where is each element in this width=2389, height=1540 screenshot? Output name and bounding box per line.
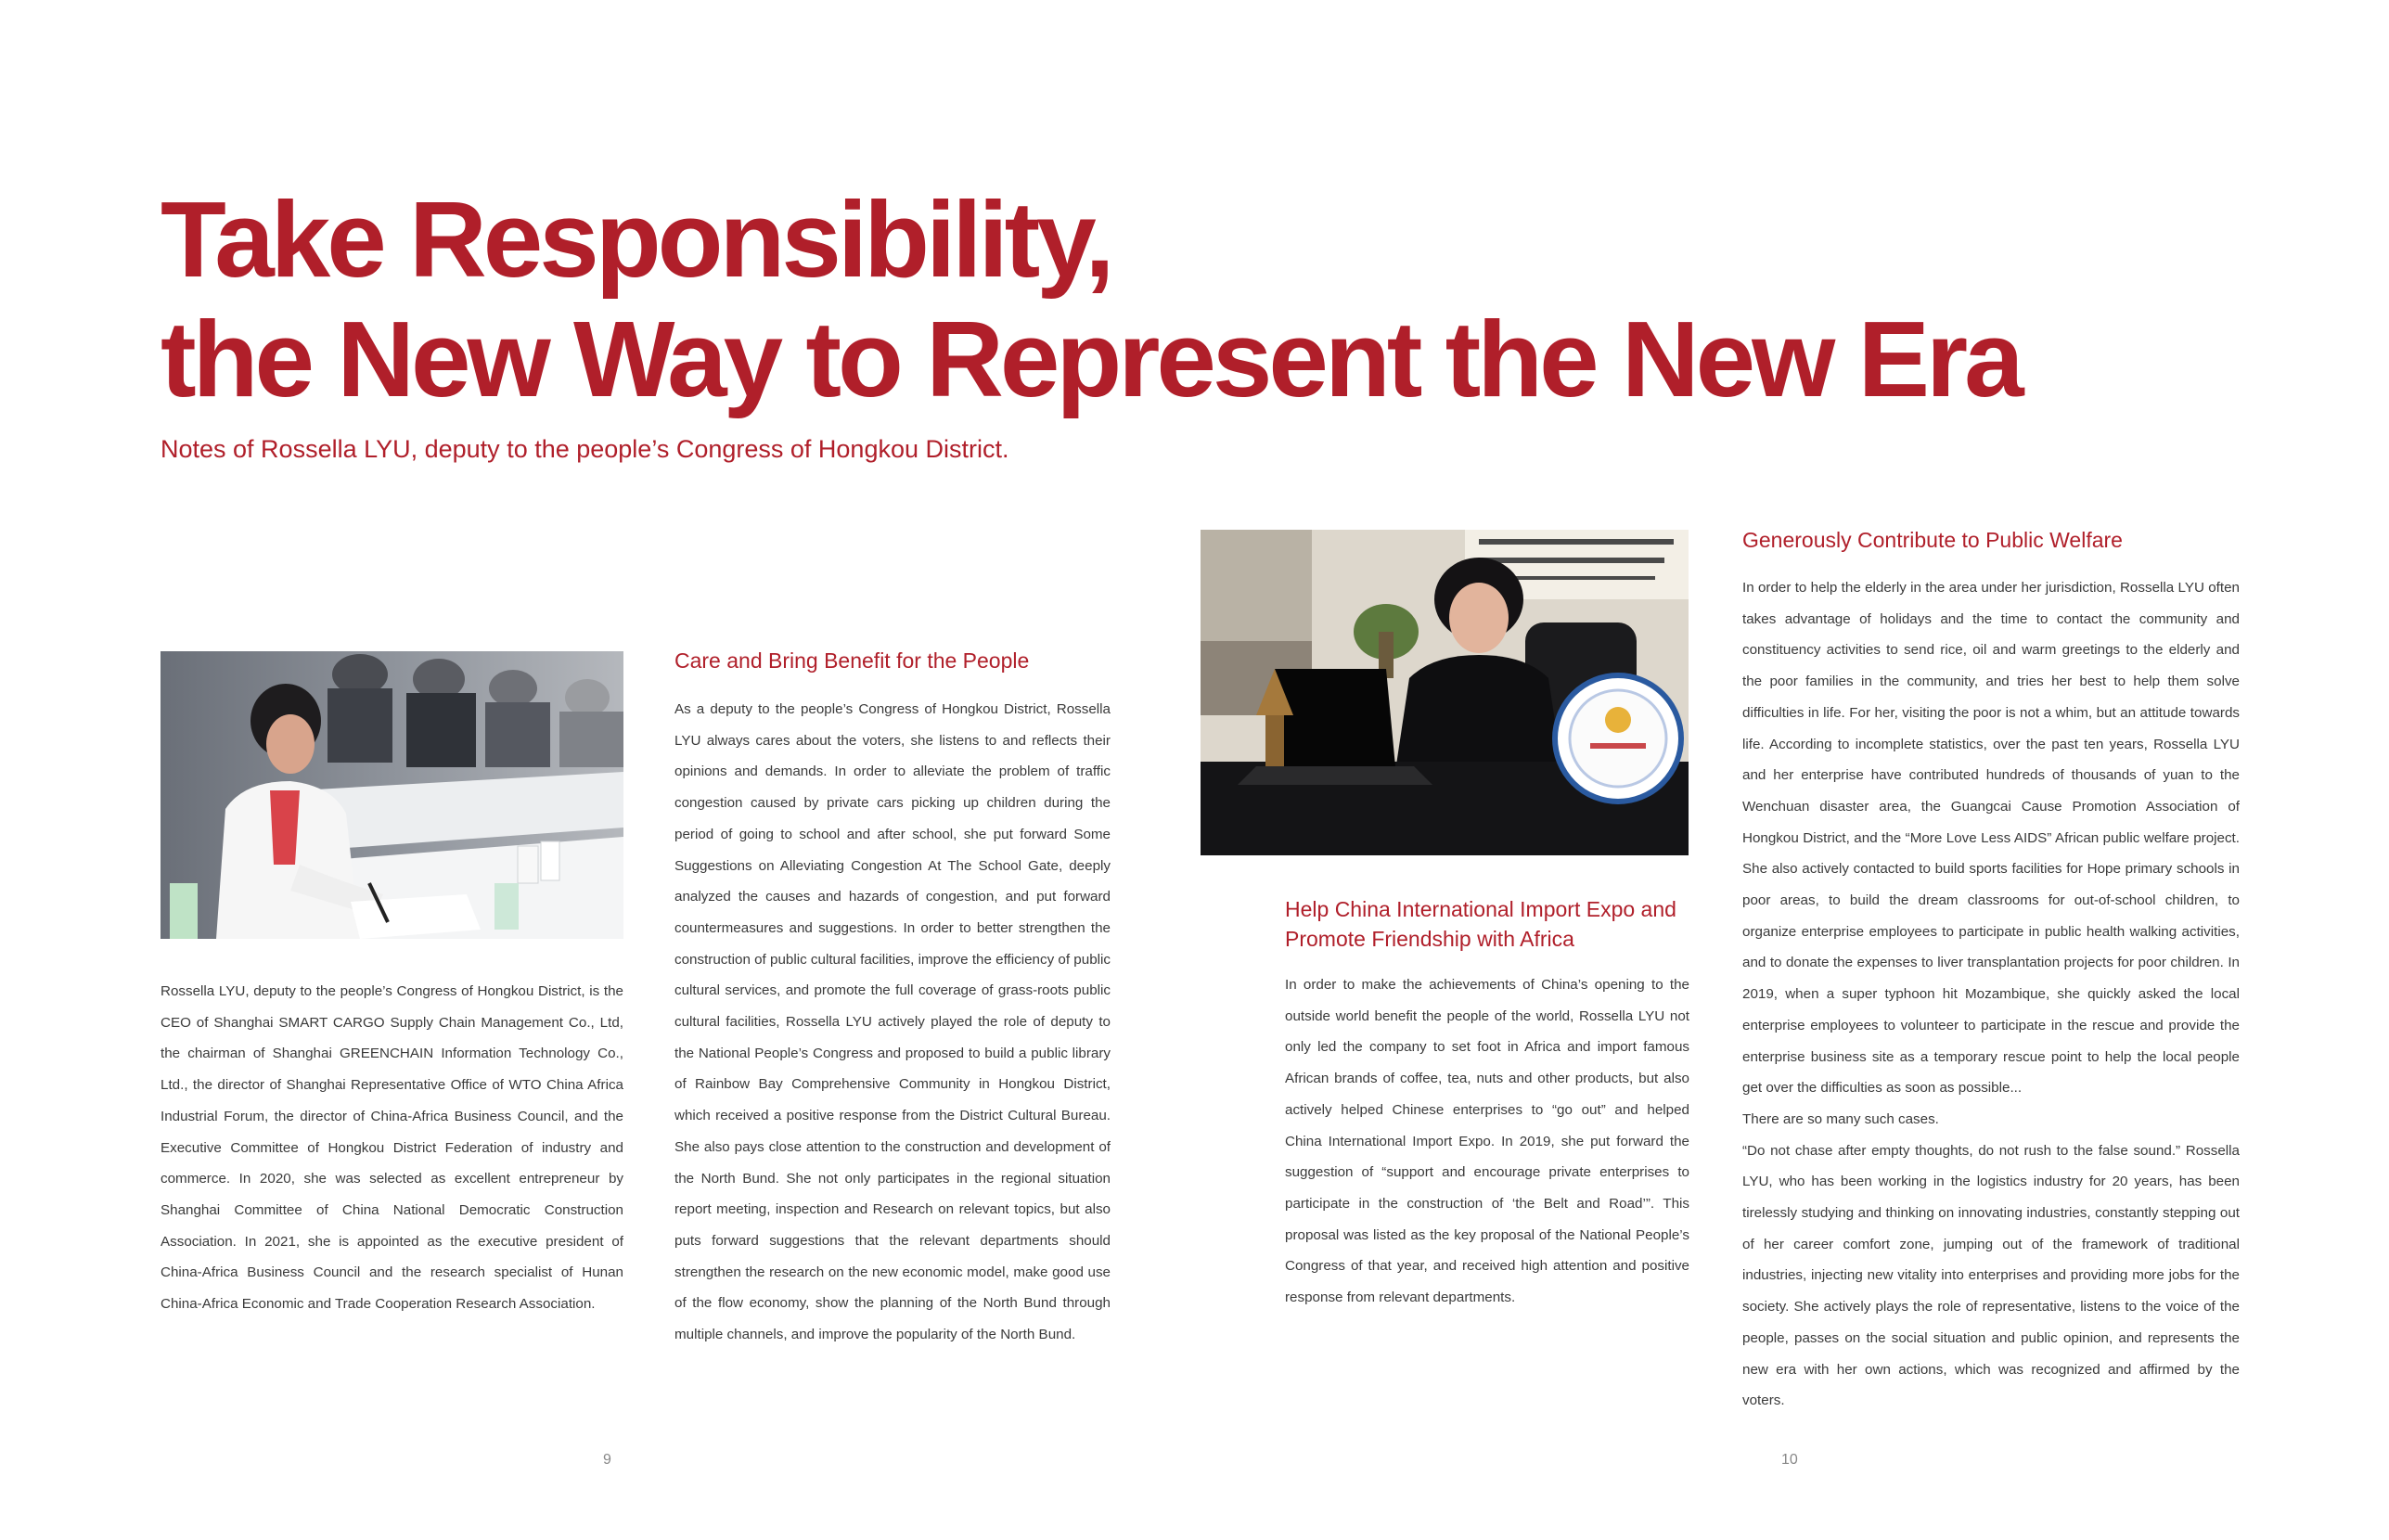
care-benefit-paragraph: As a deputy to the people’s Congress of Hongkou District, Rossella LYU always cares about the voters, she listens to and reflects their opinions and demands. In order to alleviate the problem of traffic congestion caused by private cars picking up children during the period of going to school and after school, she put forward Some Suggestions on Alleviating Congestion At The School Gate, deeply analyzed the causes and hazards of congestion, and put forward countermeasures and suggestions. In order to better strengthen the construction of public cultural facilities, improve the efficiency of public cultural services, and promote the full coverage of grass-roots public cultural facilities, Rossella LYU actively played the role of deputy to the National People’s Congress and proposed to build a public library of Rainbow Bay Comprehensive Community in Hongkou District, which received a positive response from the District Cultural Bureau. She also pays close attention to the construction and development of the North Bund. She not only participates in the regional situation report meeting, inspection and Research on relevant topics, but also puts forward suggestions that the relevant departments should strengthen the research on the new economic model, make good use of the flow economy, show the planning of the North Bund through multiple channels, and improve the popularity of the North Bund.: [674, 701, 1111, 1343]
heading-public-welfare: Generously Contribute to Public Welfare: [1742, 528, 2123, 552]
title-line-1: Take Responsibility,: [161, 179, 1111, 300]
page-number-left: 9: [603, 1452, 611, 1468]
public-welfare-paragraph-3: “Do not chase after empty thoughts, do not rush to the false sound.” Rossella LYU, who has been working in the logistics industry for 20 years, has been tirelessly studying and thinking on innovating industries, constantly stepping out of her career comfort zone, jumping out of the framework of traditional industries, injecting new vitality into enterprises and providing more jobs for the society. She actively plays the role of representative, listens to the voice of the people, passes on the social situation and public opinion, and represents the new era with her own actions, which was recognized and affirmed by the voters.: [1742, 1142, 2240, 1409]
title-line-2: the New Way to Represent the New Era: [161, 299, 2021, 419]
office-photo: [1201, 530, 1689, 855]
public-welfare-paragraph-2: There are so many such cases.: [1742, 1110, 1939, 1127]
bio-paragraph: Rossella LYU, deputy to the people’s Congress of Hongkou District, is the CEO of Shanghai SMART CARGO Supply Chain Management Co., Ltd, the chairman of Shanghai GREENCHAIN Information Technology Co., Ltd., the director of Shanghai Representative Office of WTO China Africa Industrial Forum, the director of China-Africa Business Council, and the Executive Committee of Hongkou District Federation of industry and commerce. In 2020, she was selected as excellent entrepreneur by Shanghai Committee of China National Democratic Construction Association. In 2021, she is appointed as the executive president of China-Africa Business Council and the research specialist of Hunan China-Africa Economic and Trade Cooperation Research Association.: [161, 983, 623, 1313]
public-welfare-text: [1742, 572, 2240, 1417]
meeting-photo: [161, 651, 623, 939]
heading-import-expo-line1: Help China International Import Expo and: [1285, 897, 1676, 921]
heading-care-benefit: Care and Bring Benefit for the People: [674, 648, 1030, 673]
subtitle: Notes of Rossella LYU, deputy to the people’s Congress of Hongkou District.: [161, 435, 1009, 463]
public-welfare-paragraph-1: In order to help the elderly in the area under her jurisdiction, Rossella LYU often takes advantage of holidays and the time to contact the community and constituency activities to send rice, oil and warm greetings to the elderly and the poor families in the community, and tries her best to help them solve difficulties in life. For her, visiting the poor is not a whim, but an attitude towards life. According to incomplete statistics, over the past ten years, Rossella LYU and her enterprise have contributed hundreds of thousands of yuan to the Wenchuan disaster area, the Guangcai Cause Promotion Association of Hongkou District, and the “More Love Less AIDS” African public welfare project. She also actively contacted to build sports facilities for Hope primary schools in poor areas, to build the dream classrooms for out-of-school children, to organize enterprise employees to participate in public health walking activities, and to donate the expenses to liver transplantation projects for poor children. In 2019, when a super typhoon hit Mozambique, she quickly asked the local enterprise employees to volunteer to participate in the rescue and provide the enterprise business site as a temporary rescue point to help the local people get over the difficulties as soon as possible...: [1742, 580, 2240, 1097]
heading-import-expo-line2: Promote Friendship with Africa: [1285, 927, 1574, 951]
import-expo-paragraph: In order to make the achievements of China’s opening to the outside world benefit the people of the world, Rossella LYU not only led the company to set foot in Africa and import famous African brands of coffee, tea, nuts and other products, but also actively helped Chinese enterprises to “go out” and helped China International Import Expo. In 2019, she put forward the suggestion of “support and encourage private enterprises to participate in the construction of ‘the Belt and Road’”. This proposal was listed as the key proposal of the National People’s Congress of that year, and received high attention and positive response from relevant departments.: [1285, 977, 1689, 1306]
page-number-right: 10: [1781, 1452, 1798, 1468]
heading-import-expo: [1285, 894, 1676, 954]
